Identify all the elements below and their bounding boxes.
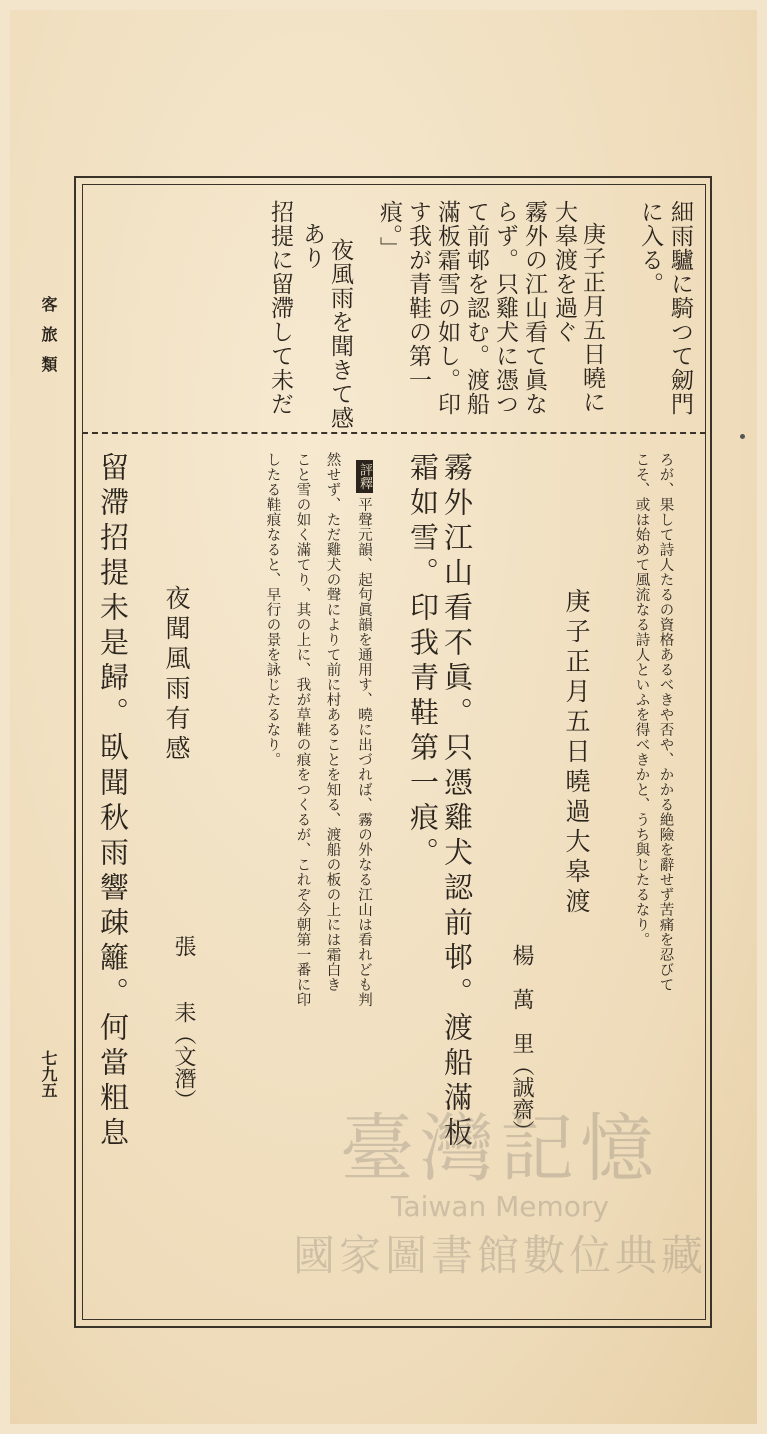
upper-line: 夜風雨を聞きて感 [327, 238, 353, 430]
upper-line: 大皋渡を過ぐ [551, 200, 577, 344]
poem1-title: 庚子正月五日曉過大皋渡 [562, 588, 591, 918]
section-divider [82, 432, 706, 434]
upper-line: す我が青鞋の第一 [405, 200, 431, 392]
upper-line: らず。只雞犬に憑つ [492, 200, 518, 416]
watermark-english: Taiwan Memory [391, 1190, 609, 1223]
commentary-line: したる鞋痕なると、早行の景を詠じたるなり。 [264, 452, 281, 767]
running-head: 客旅類 [39, 296, 58, 386]
commentary-line: 平聲元韻、起句眞韻を通用す、曉に出づれば、霧の外なる江山は看れども判 [356, 497, 372, 1007]
poem2-title: 夜聞風雨有感 [162, 585, 191, 765]
upper-line: 霧外の江山看て眞な [521, 200, 547, 416]
upper-line: 招提に留滯して未だ [267, 200, 293, 416]
watermark-logo: 臺灣記憶 [340, 1106, 660, 1192]
upper-line: に入る。 [637, 200, 663, 296]
poem1-line: 霜如雪。印我青鞋第一痕。 [406, 452, 440, 872]
commentary-line: 然せず、ただ雞犬の聲によりて前に村あることを知る、渡船の板の上には霜白き [324, 452, 341, 992]
upper-line: 庚子正月五日曉に [579, 222, 605, 414]
commentary-line: こと雪の如く滿てり、其の上に、我が草鞋の痕をつくるが、これぞ今朝第一番に印 [294, 452, 311, 1007]
watermark-chinese: 國家圖書館數位典藏 [292, 1231, 707, 1280]
page-number: 七九五 [39, 1050, 58, 1098]
upper-line: あり [299, 222, 325, 270]
poem1-line: 霧外江山看不眞。只憑雞犬認前邨。渡船滿板 [440, 452, 474, 1152]
ink-mark [740, 434, 745, 439]
upper-line: て前邨を認む。渡船 [463, 200, 489, 416]
poem2-author: 張 耒（文潛） [171, 935, 196, 1111]
poem1-author: 楊 萬 里（誠齋） [509, 944, 534, 1142]
prior-note-line: ろが、果して詩人たるの資格あるべきや否や、かかる絶險を辭せず苦痛を忍びて [657, 452, 674, 992]
upper-line: 痕。」 [376, 200, 402, 261]
upper-line: 細雨驢に騎つて劒門 [667, 200, 693, 416]
watermark [280, 1090, 720, 1310]
upper-line: 滿板霜雪の如し。印 [434, 200, 460, 416]
poem2-line: 留滯招提未是歸。臥聞秋雨響疎籬。何當粗息 [96, 452, 130, 1152]
commentary [356, 460, 373, 1007]
commentary-label: 評釋 [356, 460, 373, 493]
prior-note-line: こそ、或は始めて風流なる詩人といふを得べきかと、うち與じたるなり。 [633, 452, 650, 947]
